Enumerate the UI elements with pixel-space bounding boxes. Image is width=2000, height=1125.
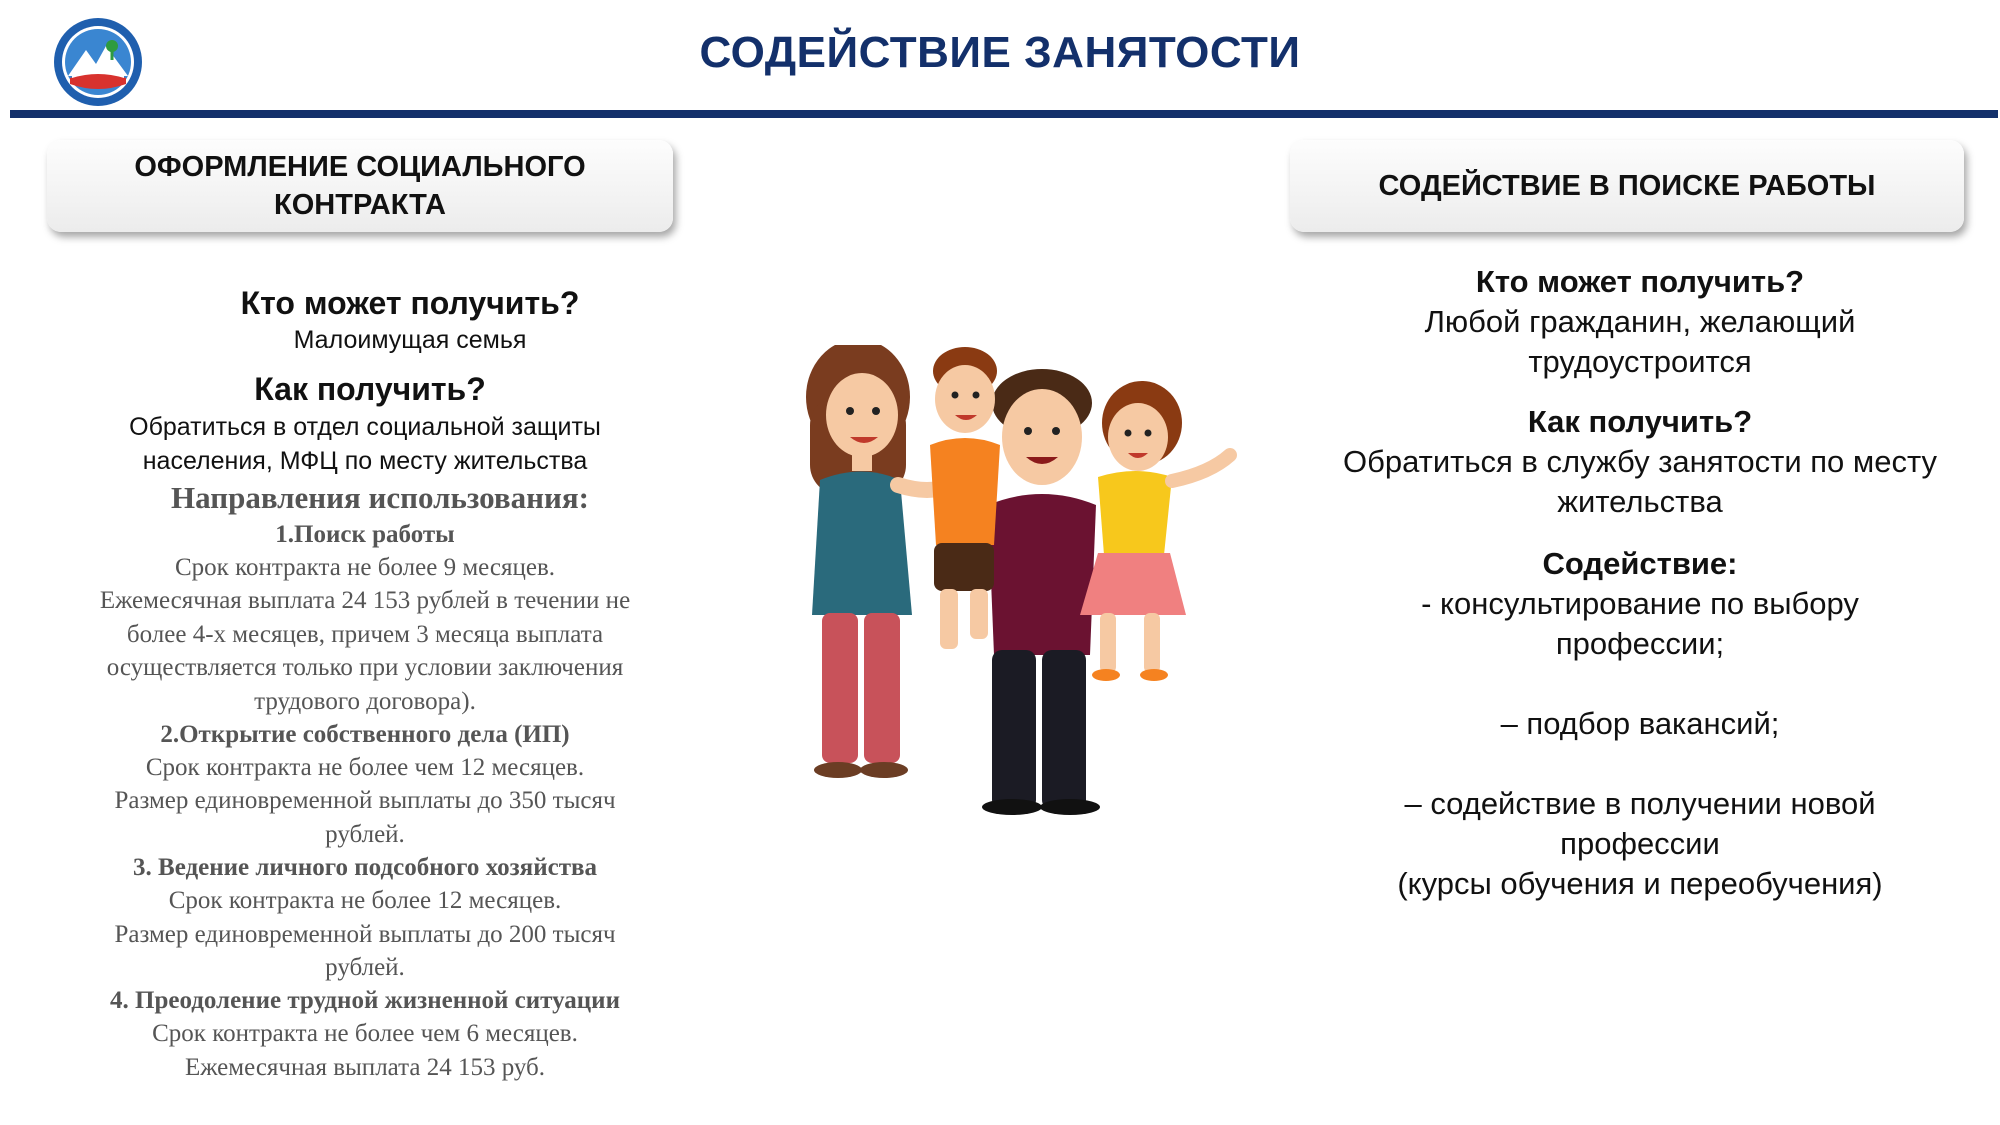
assistance-item-new-profession-line2: профессии xyxy=(1560,826,1720,861)
right-who-answer-line2: трудоустроится xyxy=(1528,344,1752,379)
direction-item-own-business xyxy=(50,718,680,851)
directions-heading: Направления использования: xyxy=(171,480,589,515)
direction-item-hardship xyxy=(50,984,680,1084)
assistance-item-consulting-line2: профессии; xyxy=(1555,626,1725,661)
direction-item-household xyxy=(50,851,680,984)
social-contract-title-line2: КОНТРАКТА xyxy=(274,189,446,221)
page-title: СОДЕЙСТВИЕ ЗАНЯТОСТИ xyxy=(699,28,1301,77)
assistance-heading: Содействие: xyxy=(1542,546,1738,581)
job-search-section xyxy=(1300,262,1980,904)
title-divider xyxy=(10,110,1998,118)
left-how-answer-line2: населения, МФЦ по месту жительства xyxy=(142,447,588,475)
direction-line: Срок контракта не более чем 6 месяцев. xyxy=(152,1020,578,1048)
assistance-item-new-profession-line1: – содействие в получении новой xyxy=(1404,786,1876,821)
direction-title: 4. Преодоление трудной жизненной ситуации xyxy=(110,987,620,1015)
direction-item-job-search xyxy=(50,518,680,718)
assistance-item-vacancies: – подбор вакансий; xyxy=(1500,706,1780,741)
direction-line: рублей. xyxy=(325,954,405,982)
direction-line: Срок контракта не более 9 месяцев. xyxy=(175,554,555,581)
assistance-item-new-profession-line3: (курсы обучения и переобучения) xyxy=(1397,866,1883,901)
social-contract-title-line1: ОФОРМЛЕНИЕ СОЦИАЛЬНОГО xyxy=(134,151,586,183)
right-how-answer-line2: жительства xyxy=(1557,484,1723,519)
family-illustration xyxy=(780,345,1250,815)
direction-line: более 4-х месяцев, причем 3 месяца выплата xyxy=(126,620,604,648)
right-how-answer-line1: Обратиться в службу занятости по месту xyxy=(1342,444,1938,479)
job-search-title: СОДЕЙСТВИЕ В ПОИСКЕ РАБОТЫ xyxy=(1378,170,1876,202)
right-who-question: Кто может получить? xyxy=(1475,264,1805,299)
assistance-item-consulting-line1: - консультирование по выбору xyxy=(1421,586,1859,621)
left-who-question: Кто может получить? xyxy=(240,285,580,321)
direction-line: Ежемесячная выплата 24 153 рублей в течении не xyxy=(99,587,631,615)
right-how-question: Как получить? xyxy=(1527,404,1753,439)
social-contract-section xyxy=(50,282,680,1084)
right-who-answer-line1: Любой гражданин, желающий xyxy=(1424,304,1856,339)
direction-title: 3. Ведение личного подсобного хозяйства xyxy=(133,854,597,882)
social-contract-header xyxy=(47,140,673,232)
direction-line: Ежемесячная выплата 24 153 руб. xyxy=(184,1053,546,1081)
direction-title: 2.Открытие собственного дела (ИП) xyxy=(160,721,570,749)
direction-line: Размер единовременной выплаты до 350 тысяч xyxy=(114,787,616,815)
direction-line: рублей. xyxy=(325,820,405,848)
direction-line: Срок контракта не более чем 12 месяцев. xyxy=(145,754,585,782)
direction-line: Размер единовременной выплаты до 200 тысяч xyxy=(114,920,616,948)
left-who-answer: Малоимущая семья xyxy=(293,326,527,354)
job-search-header xyxy=(1290,140,1964,232)
left-how-question: Как получить? xyxy=(254,371,486,407)
direction-line: трудового договора). xyxy=(254,687,476,715)
left-how-answer-line1: Обратиться в отдел социальной защиты xyxy=(129,413,601,441)
direction-title: 1.Поиск работы xyxy=(275,521,455,548)
direction-line: Срок контракта не более 12 месяцев. xyxy=(168,887,562,915)
direction-line: осуществляется только при условии заключения xyxy=(106,654,624,682)
